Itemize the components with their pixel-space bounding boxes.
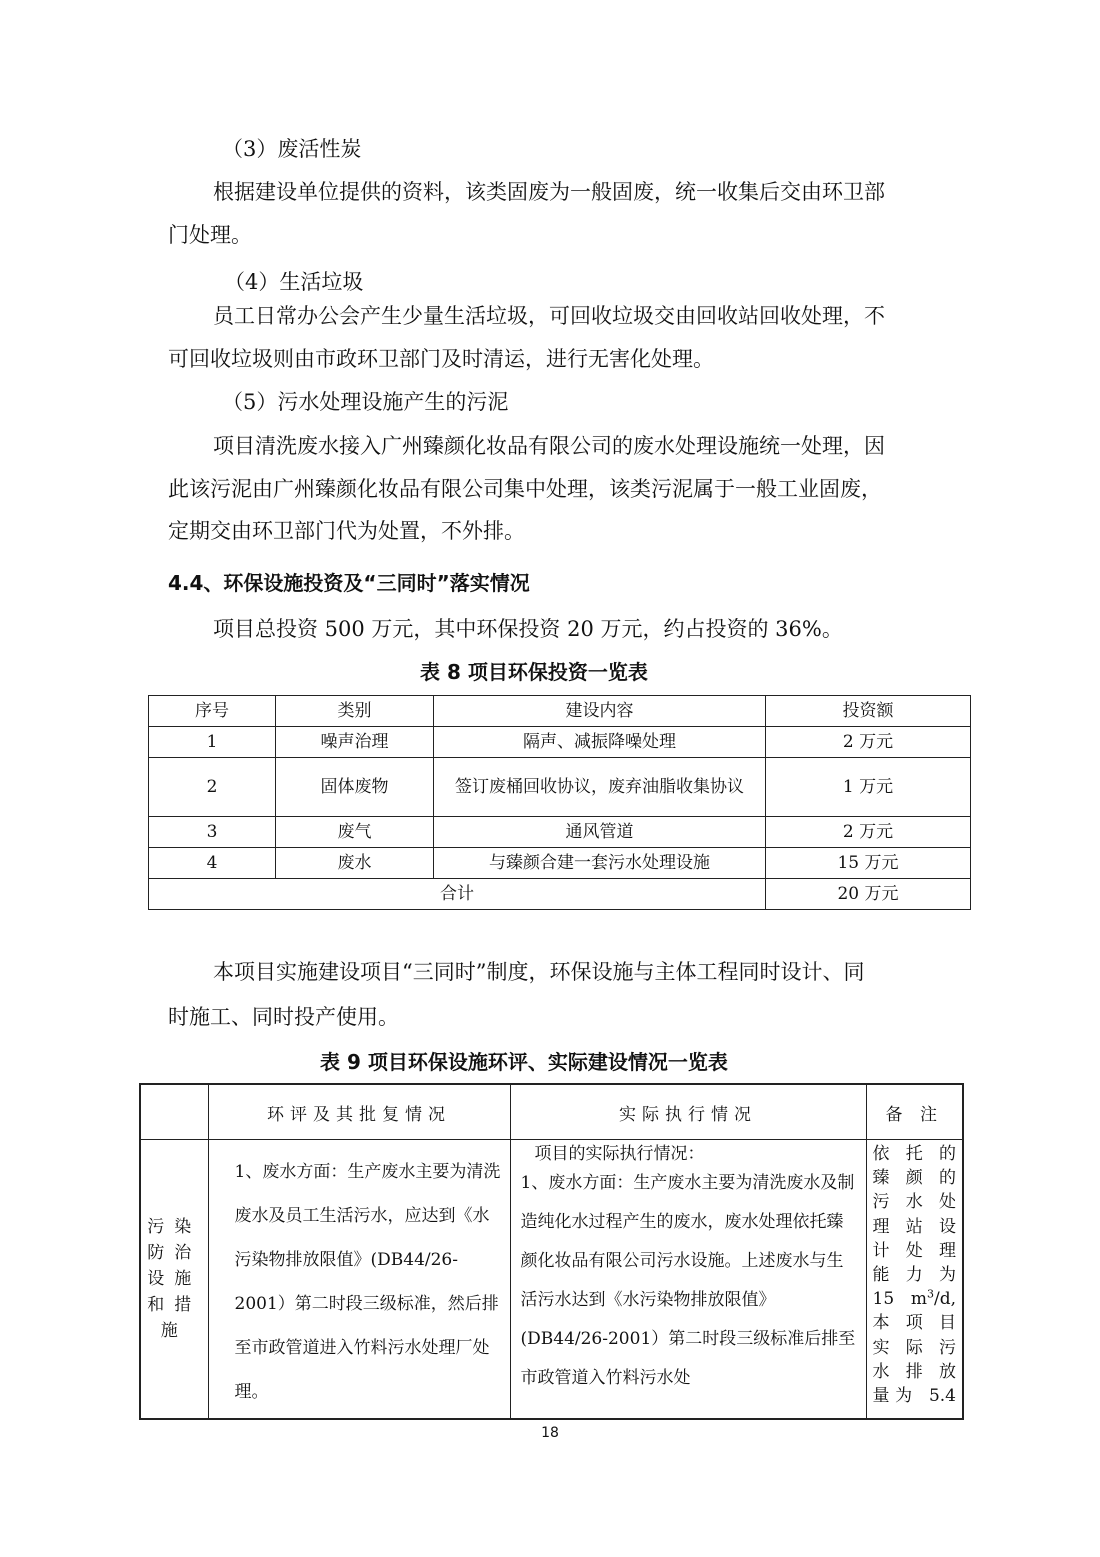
table-cell: 废水 xyxy=(276,848,434,879)
table-header-cell: 建设内容 xyxy=(434,696,766,727)
remark-line: 能力为 xyxy=(872,1265,956,1286)
table8-caption: 表 8 项目环保投资一览表 xyxy=(420,660,648,684)
table-cell: 签订废桶回收协议，废弃油脂收集协议 xyxy=(434,758,766,817)
remark-line: 计处理 xyxy=(872,1240,956,1261)
table-header-cell: 投资额 xyxy=(766,696,971,727)
table-cell: 15 万元 xyxy=(766,848,971,879)
table-row xyxy=(149,848,971,879)
table-total-row xyxy=(149,879,971,910)
table-header-row xyxy=(149,696,971,727)
p1-line1: 根据建设单位提供的资料，该类固废为一般固废，统一收集后交由环卫部 xyxy=(213,180,885,204)
p2-line2: 可回收垃圾则由市政环卫部门及时清运，进行无害化处理。 xyxy=(168,347,714,371)
table-row xyxy=(149,727,971,758)
table9-caption: 表 9 项目环保设施环评、实际建设情况一览表 xyxy=(320,1050,728,1074)
table-cell: 废气 xyxy=(276,817,434,848)
table-row xyxy=(149,758,971,817)
table-header-cell: 备 注 xyxy=(866,1084,963,1140)
remark-line: 依托的 xyxy=(872,1144,956,1164)
table-cell: 通风管道 xyxy=(434,817,766,848)
remark-line: 量为 5.4 xyxy=(872,1386,956,1407)
after-table8-line1: 本项目实施建设项目“三同时”制度，环保设施与主体工程同时设计、同 xyxy=(213,960,865,984)
table-row xyxy=(140,1140,963,1420)
p3-heading: （5）污水处理设施产生的污泥 xyxy=(222,390,509,414)
remark-line-unit: 15 $m^3/d$, xyxy=(872,1287,956,1310)
remark-line: 水排放 xyxy=(872,1361,956,1382)
table-cell: 噪声治理 xyxy=(276,727,434,758)
table-header-cell: 类别 xyxy=(276,696,434,727)
category-cell: 污染防治设施和措施 xyxy=(140,1140,208,1420)
remark-cell xyxy=(866,1140,963,1420)
after-table8-line2: 时施工、同时投产使用。 xyxy=(168,1005,399,1029)
p3-line3: 定期交由环卫部门代为处置，不外排。 xyxy=(168,519,525,543)
table-cell: 固体废物 xyxy=(276,758,434,817)
table-header-cell: 环评及其批复情况 xyxy=(208,1084,510,1140)
actual-text: 1、废水方面：生产废水主要为清洗废水及制造纯化水过程产生的废水，废水处理依托臻颜化妆品有限公司污水设施。上述废水与生活污水达到《水污染物排放限值》(DB44/26-2001）第二时段三级标准后排至市政管道入竹料污水处 xyxy=(520,1173,856,1388)
table8 xyxy=(148,695,971,910)
table-row xyxy=(149,817,971,848)
invest-line: 项目总投资 500 万元，其中环保投资 20 万元，约占投资的 36%。 xyxy=(213,617,843,641)
table-cell: 1 万元 xyxy=(766,758,971,817)
p2-heading: （4）生活垃圾 xyxy=(224,270,364,294)
table-header-row xyxy=(140,1084,963,1140)
eia-cell: 1、废水方面：生产废水主要为清洗废水及员工生活污水，应达到《水污染物排放限值》(DB44/26-2001）第二时段三级标准，然后排至市政管道进入竹料污水处理厂处理。 xyxy=(208,1140,510,1420)
table-header-cell: 序号 xyxy=(149,696,276,727)
remark-line: 理站设 xyxy=(872,1216,956,1237)
actual-intro: 项目的实际执行情况： xyxy=(534,1144,705,1164)
table-cell: 与臻颜合建一套污水处理设施 xyxy=(434,848,766,879)
table9 xyxy=(139,1083,964,1420)
remark-line: 实际污 xyxy=(872,1337,956,1358)
remark-line: 污水处 xyxy=(872,1192,956,1213)
table-cell: 2 万元 xyxy=(766,727,971,758)
table-header-cell xyxy=(140,1084,208,1140)
p3-line1: 项目清洗废水接入广州臻颜化妆品有限公司的废水处理设施统一处理，因 xyxy=(213,434,885,458)
table-cell: 4 xyxy=(149,848,276,879)
remark-line: 臻颜的 xyxy=(872,1168,956,1189)
actual-cell xyxy=(510,1140,866,1420)
remark-line: 本项目 xyxy=(872,1313,956,1334)
p1-heading: （3）废活性炭 xyxy=(222,137,362,161)
p1-line2: 门处理。 xyxy=(168,223,252,247)
table-cell: 3 xyxy=(149,817,276,848)
total-value: 20 万元 xyxy=(766,879,971,910)
section-heading: 4.4、环保设施投资及“三同时”落实情况 xyxy=(168,571,530,595)
table-cell: 2 xyxy=(149,758,276,817)
table-cell: 隔声、减振降噪处理 xyxy=(434,727,766,758)
p3-line2: 此该污泥由广州臻颜化妆品有限公司集中处理，该类污泥属于一般工业固废， xyxy=(168,477,882,501)
total-label: 合计 xyxy=(149,879,766,910)
page-number: 18 xyxy=(541,1425,559,1441)
table-header-cell: 实际执行情况 xyxy=(510,1084,866,1140)
table-cell: 1 xyxy=(149,727,276,758)
p2-line1: 员工日常办公会产生少量生活垃圾，可回收垃圾交由回收站回收处理，不 xyxy=(213,304,885,328)
table-cell: 2 万元 xyxy=(766,817,971,848)
